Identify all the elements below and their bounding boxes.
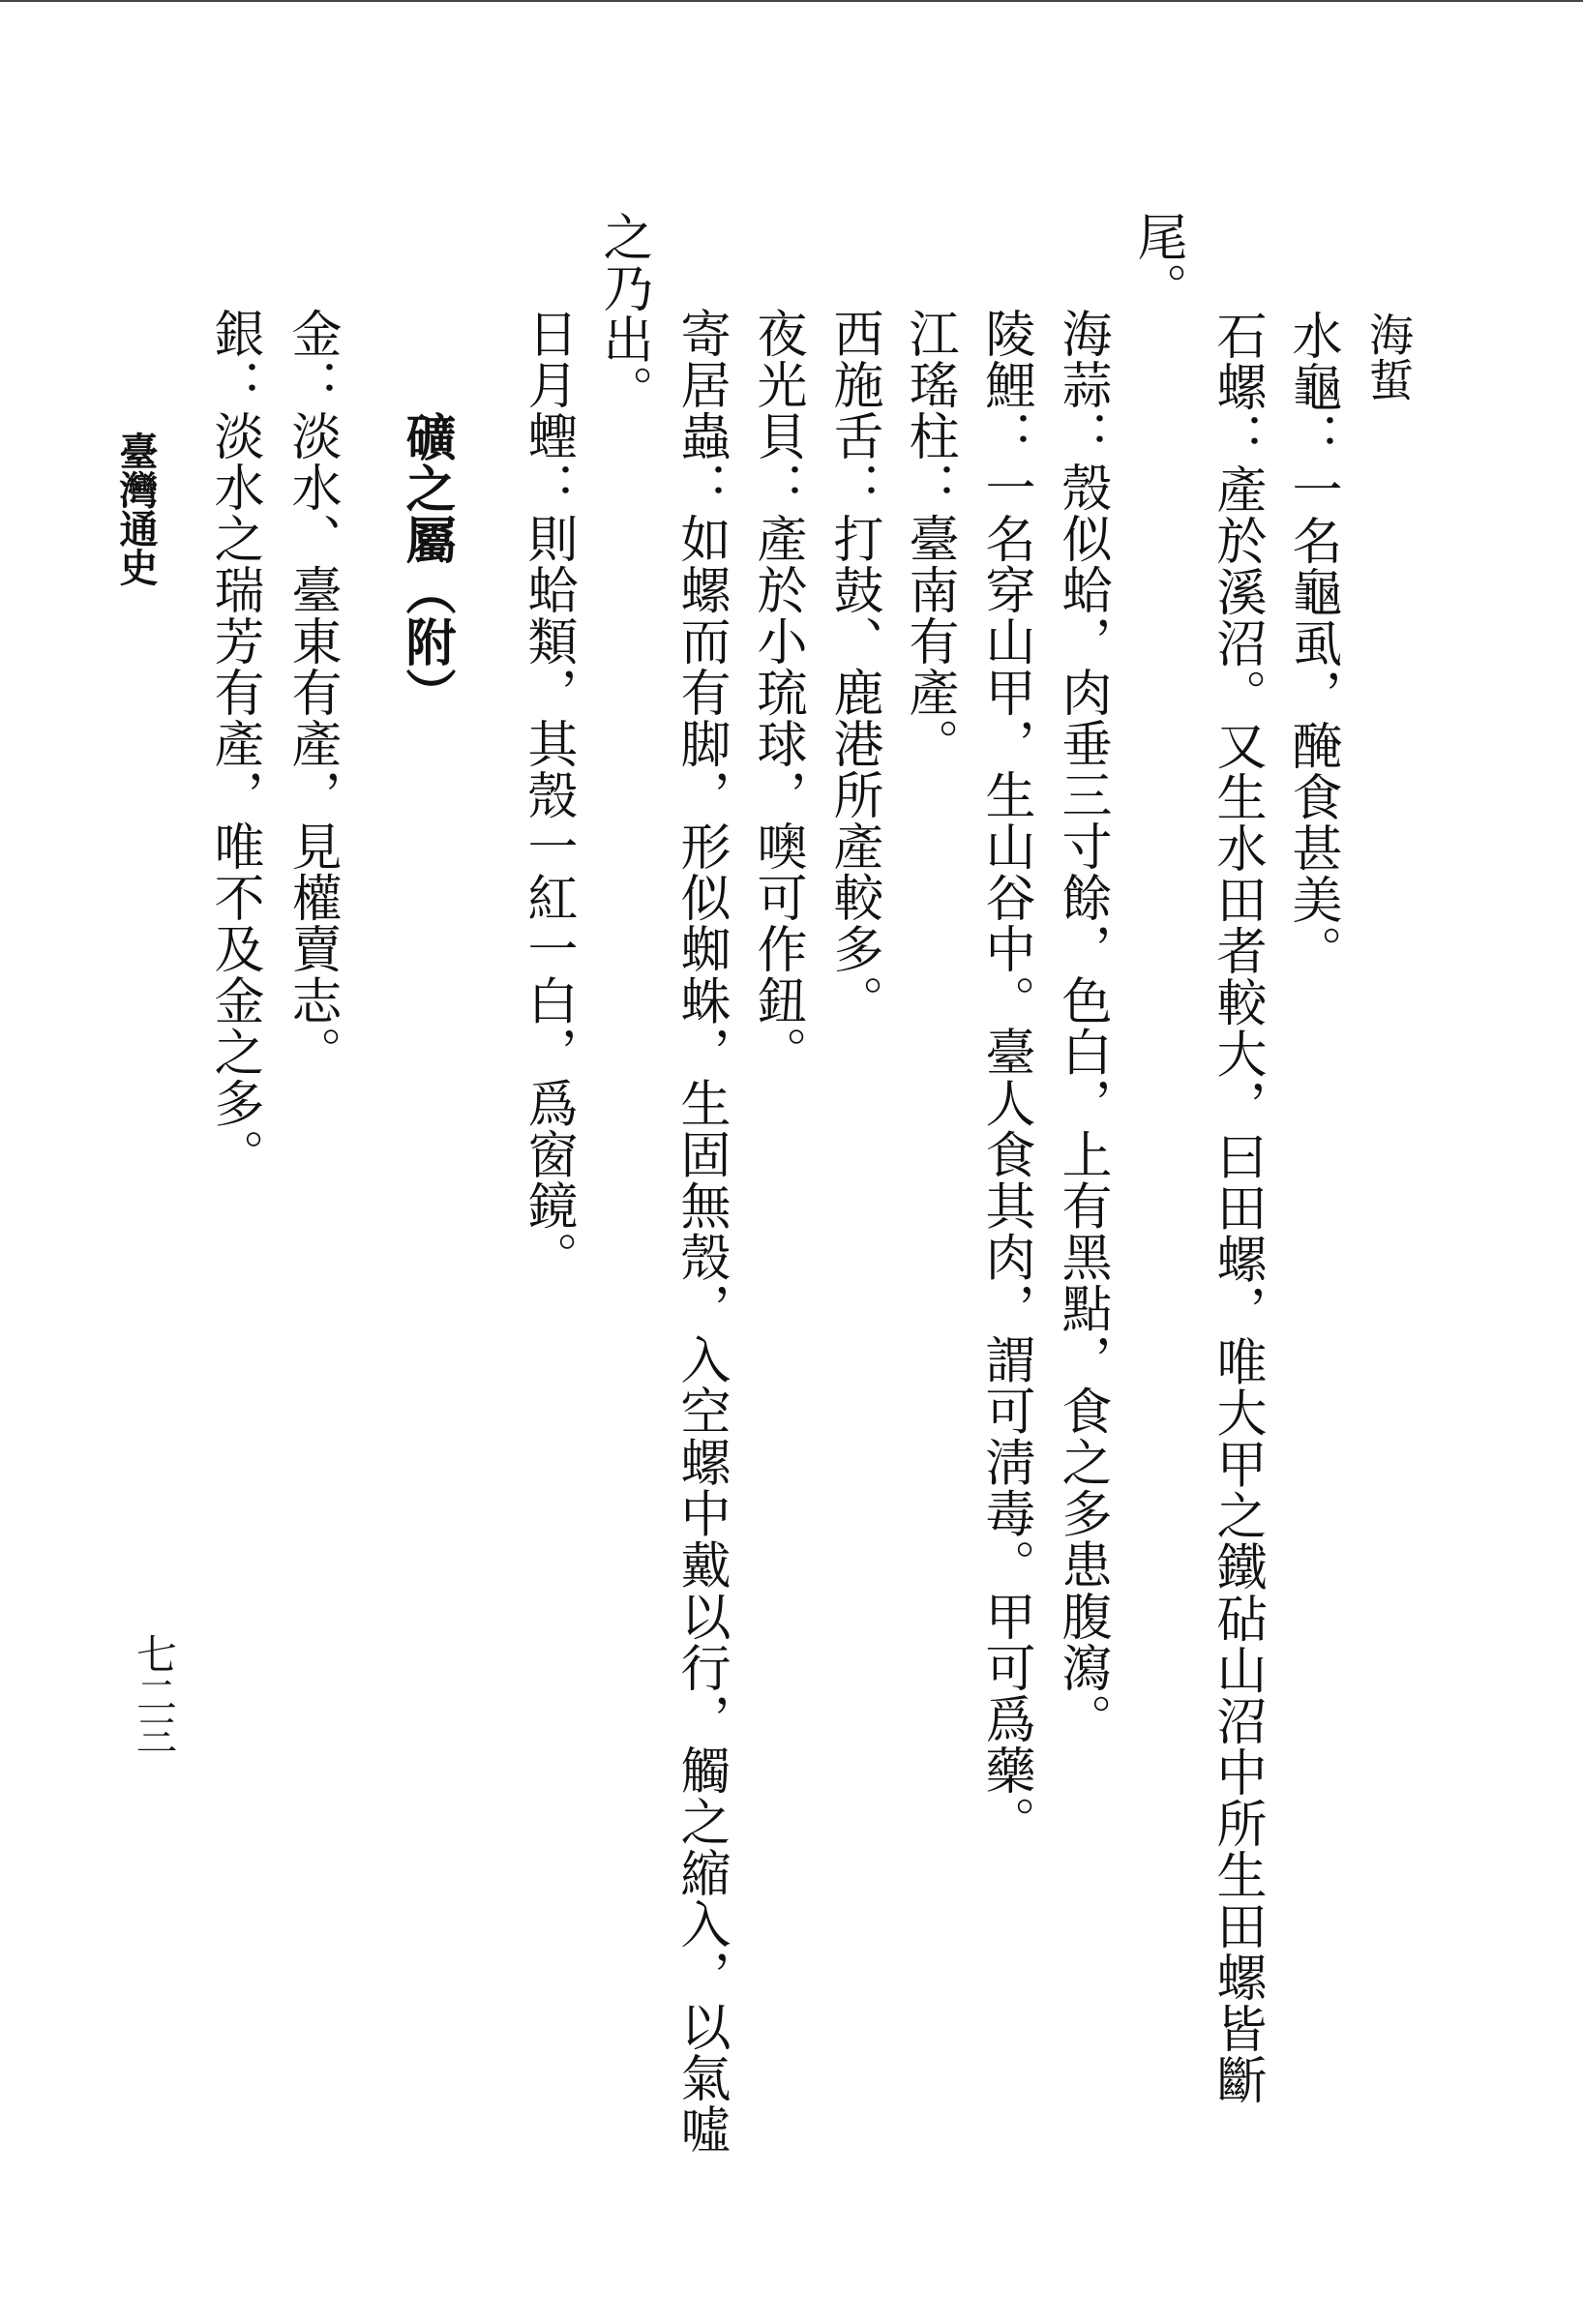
text-column-ji-ju-chong: 寄居蟲：如螺而有脚，形似蜘蛛，生固無殼，入空螺中戴以行，觸之縮入，以氣噓 (672, 308, 730, 2156)
text-column-hai-zhe: 海蜇 (1362, 312, 1415, 402)
section-heading-minerals: 礦之屬（附） (397, 411, 456, 720)
page-number: 七二三 (131, 1633, 178, 1755)
text-column-shui-gui: 水龜：一名龜虱，醃食甚美。 (1283, 310, 1341, 977)
text-column-ye-guang-bei: 夜光貝：產於小琉球，噢可作鈕。 (748, 308, 806, 1078)
top-rule (0, 0, 1583, 2)
text-column-shi-luo: 石螺：產於溪沼。又生水田者較大，曰田螺，唯大甲之鐵砧山沼中所生田螺皆斷 (1208, 310, 1266, 2106)
text-column-gold: 金：淡水、臺東有產，見權賣志。 (283, 308, 341, 1078)
text-column-ri-yue-cheng: 日月蟶：則蛤類，其殼一紅一白，爲窗鏡。 (519, 308, 577, 1283)
text-column-ji-ju-chong-cont: 之乃出。 (594, 211, 652, 417)
text-column-silver: 銀：淡水之瑞芳有產，唯不及金之多。 (205, 308, 263, 1180)
text-column-shi-luo-cont: 尾。 (1128, 211, 1186, 314)
book-title: 臺灣通史 (113, 432, 159, 586)
text-column-ling-li: 陵鯉：一名穿山甲，生山谷中。臺人食其肉，謂可淸毒。甲可爲藥。 (976, 308, 1034, 1848)
text-column-hai-suan: 海蒜：殼似蛤，肉垂三寸餘，色白，上有黑點，食之多患腹瀉。 (1053, 308, 1111, 1745)
text-column-jiang-yao-zhu: 江瑤柱：臺南有產。 (900, 308, 958, 770)
text-column-xi-shi-she: 西施舌：打鼓、鹿港所產較多。 (824, 308, 882, 1027)
